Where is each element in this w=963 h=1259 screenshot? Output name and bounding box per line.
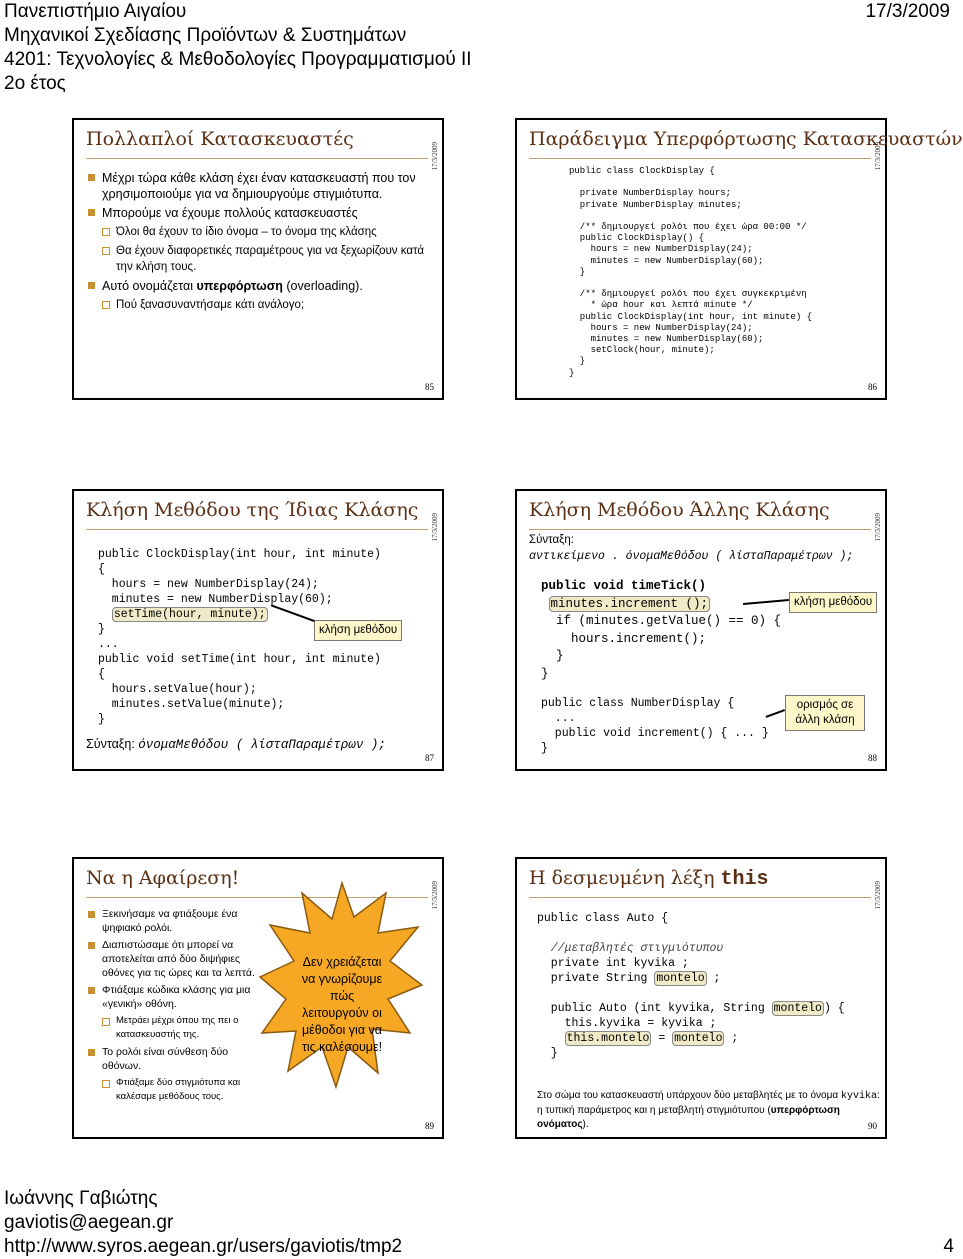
slide-number: 86	[868, 382, 877, 392]
slide-title: Πολλαπλοί Κατασκευαστές	[86, 128, 354, 150]
syntax-label: Σύνταξη:	[529, 534, 574, 546]
slide-title: Κλήση Μεθόδου της Ίδιας Κλάσης	[86, 499, 419, 521]
method-call-highlight: setTime(hour, minute);	[113, 608, 266, 621]
definition-callout: ορισμός σε άλλη κλάση	[785, 695, 865, 731]
page-number: 4	[943, 1236, 954, 1257]
bullet-list	[86, 907, 262, 1107]
list-item: Όλοι θα έχουν το ίδιο όνομα – το όνομα της κλάσης	[86, 224, 426, 240]
slide-date: 17/3/2009	[431, 881, 439, 910]
list-item: Μπορούμε να έχουμε πολλούς κατασκευαστές	[86, 205, 426, 221]
slide-number: 89	[425, 1121, 434, 1131]
list-item: Το ρολόι είναι σύνθεση δύο οθόνων.	[86, 1045, 262, 1073]
method-call-callout: κλήση μεθόδου	[789, 592, 877, 613]
list-item: Ξεκινήσαμε να φτιάξουμε ένα ψηφιακό ρολόι.	[86, 907, 262, 935]
slide-title: Να η Αφαίρεση!	[86, 867, 240, 889]
list-item: Μέχρι τώρα κάθε κλάση έχει έναν κατασκευαστή που τον χρησιμοποιούμε για να δημιουργούμε στιγμιότυπα.	[86, 170, 426, 202]
title-divider	[529, 897, 871, 898]
star-callout-text: Δεν χρειάζεται να γνωρίζουμε πώς λειτουργούν οι μέθοδοι για να τις καλέσουμε!	[301, 955, 383, 1054]
list-item: Διαπιστώσαμε ότι μπορεί να αποτελείται από δύο διψήφιες οθόνες για τις ώρες και τα λεπτά.	[86, 938, 262, 980]
title-divider	[86, 529, 428, 530]
code-block: public class ClockDisplay { private NumberDisplay hours; private NumberDisplay minutes; /** δημιουργεί ρολόι που έχει ώρα 00:00 */ public ClockDisplay() { hours = new NumberDisplay(24); minutes = new NumberDisplay(60); } /** δημιουργεί ρολόι που έχει συγκεκριμένη * ώρα hour και λεπτά minute */ public ClockDisplay(int hour, int minute) { hours = new NumberDisplay(24); minutes = new NumberDisplay(60); setClock(hour, minute); } }	[569, 166, 813, 378]
list-item: Φτιάξαμε δύο στιγμιότυπα και καλέσαμε μεθόδους τους.	[86, 1076, 262, 1104]
author-name: Ιωάννης Γαβιώτης	[4, 1188, 158, 1209]
list-item: Θα έχουν διαφορετικές παραμέτρους για να ξεχωρίζουν κατά την κλήση τους.	[86, 243, 426, 275]
syntax-line: Σύνταξη: όνομαΜεθόδου ( λίσταΠαραμέτρων );	[86, 737, 386, 752]
title-divider	[529, 158, 871, 159]
code-block: public ClockDisplay(int hour, int minute) { hours = new NumberDisplay(24); minutes = new NumberDisplay(60); setTime(hour, minute); } ... public void setTime(int hour, int minute) { hours.setValue(hour); minutes.setValue(minute); }	[98, 548, 381, 726]
author-email[interactable]: gaviotis@aegean.gr	[4, 1212, 174, 1233]
slide-number: 87	[425, 753, 434, 763]
list-item: Φτιάξαμε κώδικα κλάσης για μια «γενική» οθόνη.	[86, 983, 262, 1011]
slide-number: 90	[868, 1121, 877, 1131]
slide-89	[72, 857, 444, 1139]
header-date: 17/3/2009	[865, 1, 950, 22]
slide-title: Η δεσμευμένη λέξη this	[529, 867, 769, 891]
slide-date: 17/3/2009	[874, 142, 882, 171]
slide-number: 88	[868, 753, 877, 763]
list-item: Πού ξανασυναντήσαμε κάτι ανάλογο;	[86, 297, 426, 313]
slide-88	[515, 489, 887, 771]
slide-date: 17/3/2009	[874, 513, 882, 542]
explanation-note: Στο σώμα του κατασκευαστή υπάρχουν δύο μεταβλητές με το όνομα kyvika: η τυπική παράμετρος και η μεταβλητή στιγμιότυπου (υπερφόρτωση ονόματος).	[537, 1090, 880, 1130]
slide-date: 17/3/2009	[431, 513, 439, 542]
department-name: Μηχανικοί Σχεδίασης Προϊόντων & Συστημάτων	[4, 25, 407, 46]
slide-date: 17/3/2009	[431, 142, 439, 171]
course-title: 4201: Τεχνολογίες & Μεθοδολογίες Προγραμματισμού ΙΙ	[4, 49, 472, 70]
slide-87	[72, 489, 444, 771]
code-block-1: public void timeTick() minutes.increment (); if (minutes.getValue() == 0) { hours.increment(); } }	[541, 579, 782, 681]
syntax-line: αντικείμενο . όνομαΜεθόδου ( λίσταΠαραμέτρων );	[529, 550, 854, 563]
list-item: Μετράει μέχρι όπου της πει ο κατασκευαστής της.	[86, 1014, 262, 1042]
bullet-list	[86, 170, 426, 316]
university-name: Πανεπιστήμιο Αιγαίου	[4, 1, 187, 22]
list-item: Αυτό ονομάζεται υπερφόρτωση (overloading).	[86, 278, 426, 294]
code-block: public class Auto { //μεταβλητές στιγμιότυπου private int kyvika ; private String montelo ; public Auto (int kyvika, String montelo ) { this.kyvika = kyvika ; this.montelo = montelo ; }	[537, 912, 845, 1060]
course-year: 2ο έτος	[4, 73, 66, 94]
slide-90	[515, 857, 887, 1139]
slide-86	[515, 118, 963, 400]
course-url[interactable]: http://www.syros.aegean.gr/users/gaviotis/tmp2	[4, 1236, 403, 1257]
slide-number: 85	[425, 382, 434, 392]
code-block-2: public class NumberDisplay { ... public void increment() { ... } }	[541, 697, 769, 755]
slide-title: Παράδειγμα Υπερφόρτωσης Κατασκευαστών	[529, 128, 963, 150]
slide-title: Κλήση Μεθόδου Άλλης Κλάσης	[529, 499, 830, 521]
method-call-callout: κλήση μεθόδου	[314, 620, 402, 641]
method-call-highlight: minutes.increment ();	[550, 596, 709, 611]
title-divider	[86, 158, 428, 159]
title-divider	[529, 529, 871, 530]
slide-date: 17/3/2009	[874, 881, 882, 910]
slide-85	[72, 118, 444, 400]
